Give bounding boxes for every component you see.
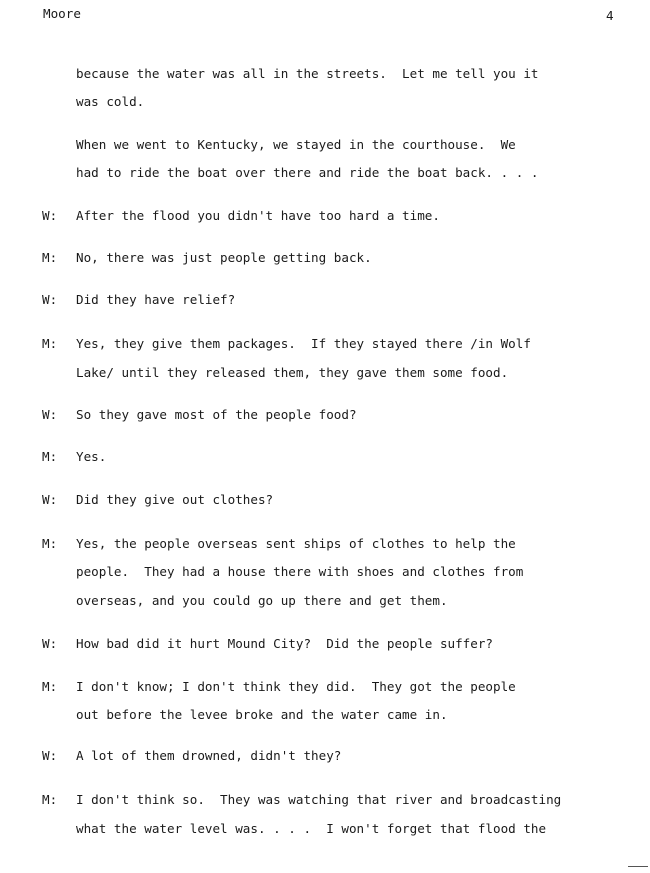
transcript-line: When we went to Kentucky, we stayed in the courthouse. We — [76, 137, 516, 152]
transcript-line: because the water was all in the streets. Let me tell you it — [76, 66, 539, 81]
speaker-label: M: — [42, 679, 58, 694]
transcript-line: Yes, they give them packages. If they stayed there /in Wolf — [76, 336, 531, 351]
transcript-line: Did they have relief? — [76, 292, 236, 307]
transcript-line: out before the levee broke and the water came in. — [76, 707, 448, 722]
speaker-label: M: — [42, 449, 58, 464]
transcript-line: I don't think so. They was watching that river and broadcasting — [76, 792, 562, 807]
speaker-label: W: — [42, 292, 58, 307]
transcript-line: Yes, the people overseas sent ships of clothes to help the — [76, 536, 516, 551]
transcript-line: A lot of them drowned, didn't they? — [76, 748, 342, 763]
speaker-label: W: — [42, 208, 58, 223]
speaker-label: W: — [42, 748, 58, 763]
transcript-line: had to ride the boat over there and ride the boat back. . . . — [76, 165, 539, 180]
transcript-line: Did they give out clothes? — [76, 492, 274, 507]
transcript-line: Yes. — [76, 449, 107, 464]
speaker-label: M: — [42, 250, 58, 265]
speaker-label: M: — [42, 536, 58, 551]
transcript-line: people. They had a house there with shoes and clothes from — [76, 564, 524, 579]
interviewee-name-header: Moore — [43, 6, 81, 21]
transcript-line: How bad did it hurt Mound City? Did the people suffer? — [76, 636, 494, 651]
transcript-line: was cold. — [76, 94, 145, 109]
page-number: 4 — [606, 8, 614, 23]
transcript-line: overseas, and you could go up there and get them. — [76, 593, 448, 608]
transcript-line: So they gave most of the people food? — [76, 407, 357, 422]
speaker-label: W: — [42, 407, 58, 422]
transcript-line: After the flood you didn't have too hard a time. — [76, 208, 440, 223]
transcript-line: what the water level was. . . . I won't forget that flood the — [76, 821, 547, 836]
transcript-line: I don't know; I don't think they did. They got the people — [76, 679, 516, 694]
transcript-line: Lake/ until they released them, they gave them some food. — [76, 365, 509, 380]
scan-edge-mark — [628, 866, 648, 867]
transcript-line: No, there was just people getting back. — [76, 250, 372, 265]
speaker-label: M: — [42, 792, 58, 807]
speaker-label: W: — [42, 636, 58, 651]
speaker-label: M: — [42, 336, 58, 351]
speaker-label: W: — [42, 492, 58, 507]
